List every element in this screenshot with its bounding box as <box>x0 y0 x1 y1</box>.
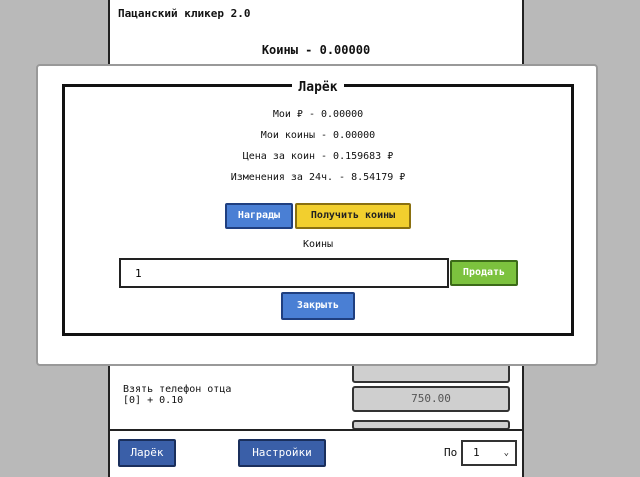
stall-title <box>65 76 571 95</box>
upgrade-name: Взять телефон отца <box>123 384 232 395</box>
get-coins-button[interactable]: Получить коины <box>295 203 411 229</box>
sell-button[interactable]: Продать <box>450 260 518 286</box>
upgrade-buy-button[interactable]: 750.00 <box>352 386 510 412</box>
price-change-24h: Изменения за 24ч. - 8.54179 ₽ <box>230 172 406 183</box>
app-title: Пацанский кликер 2.0 <box>118 7 251 20</box>
quantity-label: По <box>444 446 458 459</box>
settings-button[interactable]: Настройки <box>238 439 326 467</box>
rewards-button[interactable]: Награды <box>225 203 293 229</box>
bottom-toolbar <box>110 429 522 477</box>
stall-title-text: Ларёк <box>292 80 343 95</box>
my-coins-balance: Мои коины - 0.00000 <box>260 130 376 141</box>
stall-panel <box>62 80 574 336</box>
upgrade-item <box>123 384 231 406</box>
stall-modal <box>36 64 598 366</box>
stall-button[interactable]: Ларёк <box>118 439 176 467</box>
quantity-select[interactable] <box>461 440 517 466</box>
chevron-down-icon: ⌄ <box>503 448 509 458</box>
coins-amount-input[interactable] <box>119 258 449 288</box>
my-rub-balance: Мои ₽ - 0.00000 <box>272 109 364 120</box>
close-button[interactable]: Закрыть <box>281 292 355 320</box>
coins-counter: Коины - 0.00000 <box>261 43 371 57</box>
coin-price: Цена за коин - 0.159683 ₽ <box>242 151 394 162</box>
coins-field-label: Коины <box>302 239 334 250</box>
upgrade-detail: [0] + 0.10 <box>123 395 184 406</box>
quantity-value: 1 <box>473 446 480 459</box>
